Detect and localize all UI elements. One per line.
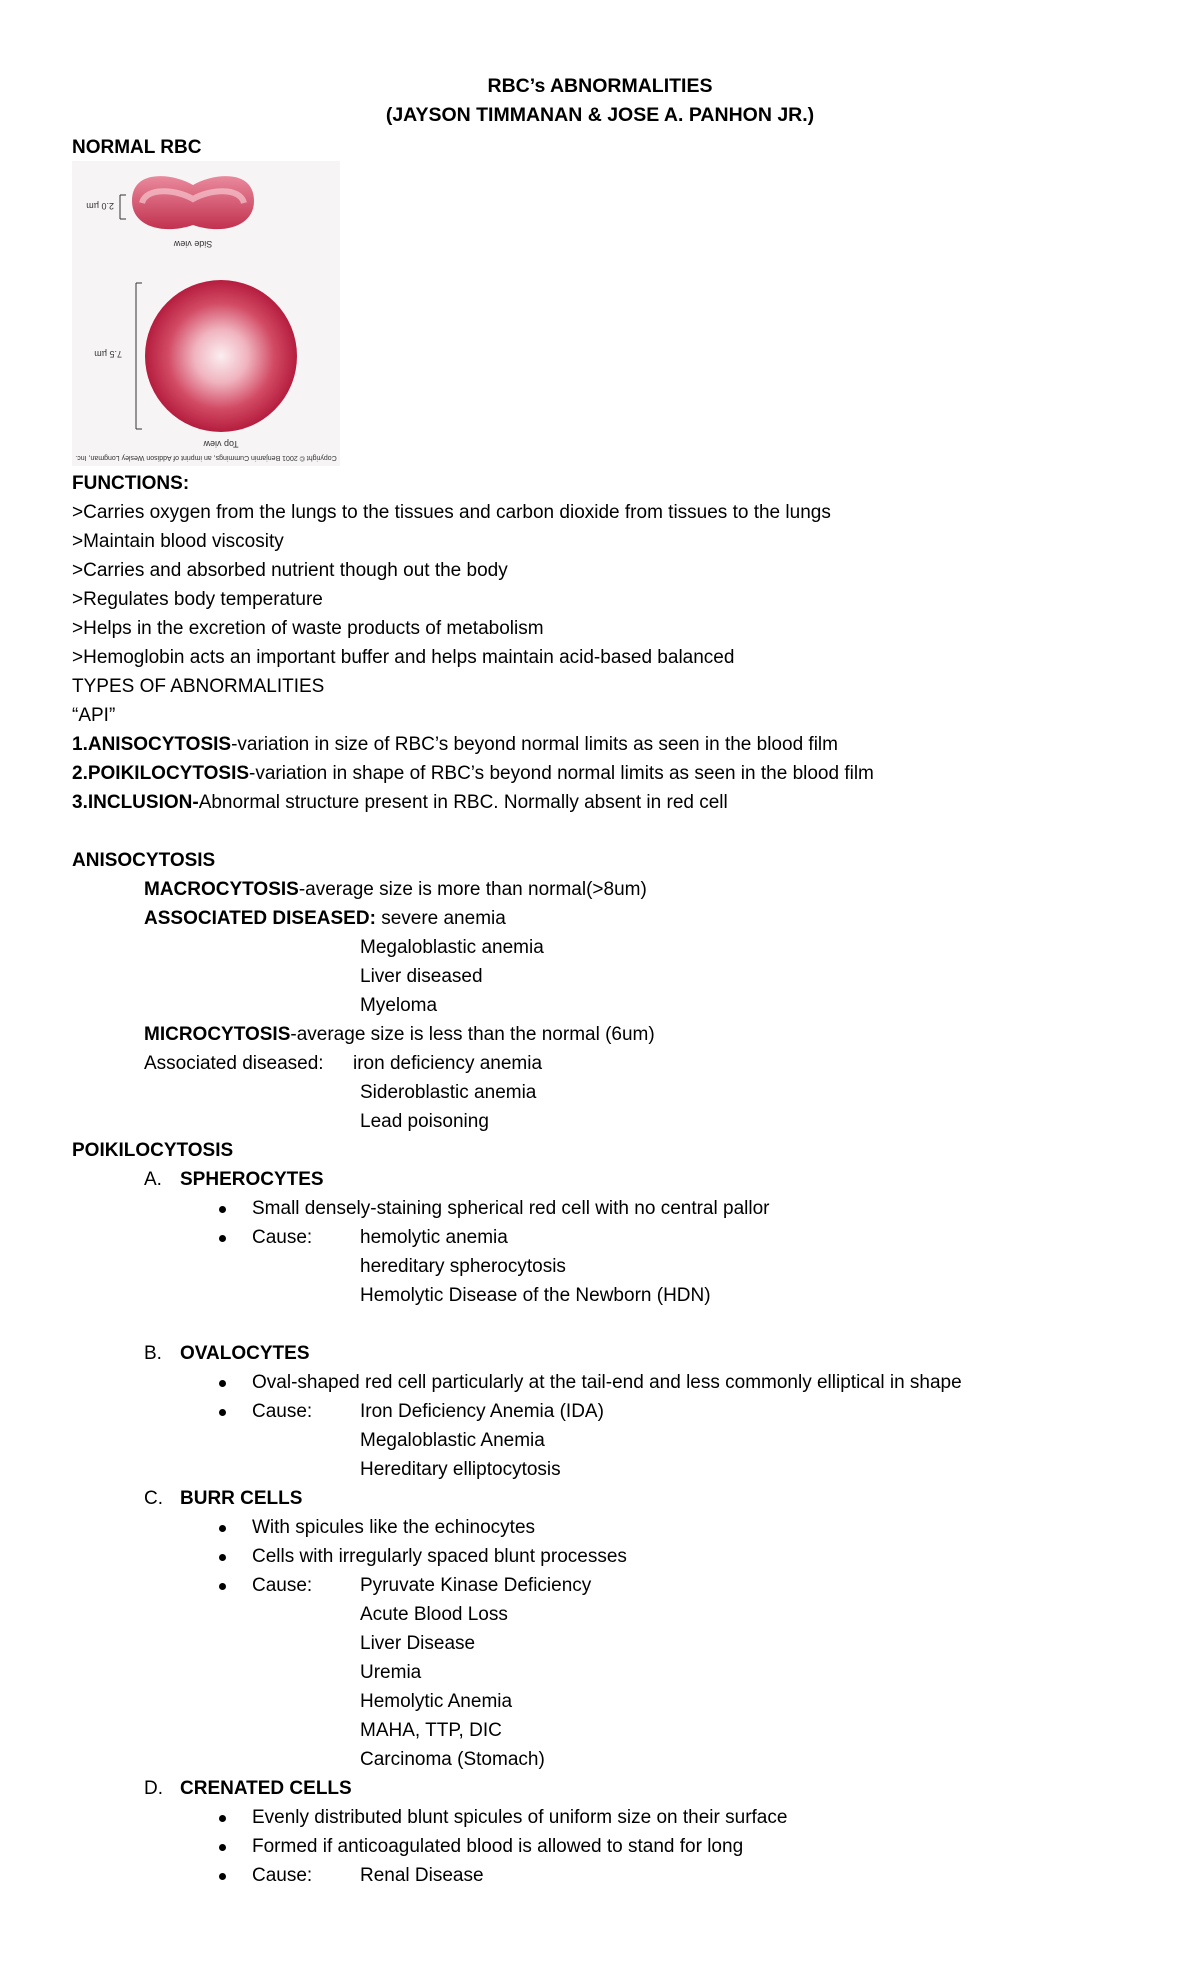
cause-item: Uremia	[360, 1662, 422, 1683]
micro-assoc-label: Associated diseased:	[144, 1053, 324, 1074]
cause-label: Cause:	[252, 1865, 313, 1886]
cause-item: Liver Disease	[360, 1633, 476, 1654]
micro-disease: Sideroblastic anemia	[360, 1082, 537, 1103]
section-letter: D.	[144, 1778, 163, 1799]
macrocytosis-line	[144, 878, 647, 902]
section-bullet: Formed if anticoagulated blood is allowed to stand for long	[252, 1836, 744, 1857]
bullet-icon	[219, 1583, 226, 1590]
types-mnemonic: “API”	[72, 705, 116, 726]
macrocytosis-desc: -average size is more than normal(>8um)	[298, 879, 647, 900]
macrocytosis-term: MACROCYTOSIS	[144, 879, 299, 900]
macro-disease: Myeloma	[360, 995, 438, 1016]
microcytosis-desc: -average size is less than the normal (6um)	[290, 1024, 655, 1045]
cause-item: hemolytic anemia	[360, 1227, 508, 1248]
normal-rbc-figure	[72, 161, 340, 466]
section-bullet: Evenly distributed blunt spicules of uniform size on their surface	[252, 1807, 788, 1828]
top-caption: Top view	[203, 439, 239, 449]
microcytosis-term: MICROCYTOSIS	[144, 1024, 291, 1045]
bullet-icon	[219, 1815, 226, 1822]
type-desc: -variation in size of RBC’s beyond normal limits as seen in the blood film	[231, 734, 838, 755]
document-title: RBC’s ABNORMALITIES	[487, 75, 713, 97]
bullet-icon	[219, 1206, 226, 1213]
side-measure-label: 2.0 µm	[86, 201, 114, 211]
cause-label: Cause:	[252, 1575, 313, 1596]
bullet-icon	[219, 1844, 226, 1851]
bullet-icon	[219, 1380, 226, 1387]
function-item: >Regulates body temperature	[72, 589, 323, 610]
bullet-icon	[219, 1554, 226, 1561]
anisocytosis-heading: ANISOCYTOSIS	[72, 850, 216, 871]
section-spherocytes-title: SPHEROCYTES	[180, 1169, 324, 1190]
section-letter: A.	[144, 1169, 162, 1190]
cause-item: Carcinoma (Stomach)	[360, 1749, 545, 1770]
cause-label: Cause:	[252, 1401, 313, 1422]
bullet-icon	[219, 1409, 226, 1416]
type-item-inclusion	[72, 791, 728, 815]
cause-item: Hereditary elliptocytosis	[360, 1459, 561, 1480]
cause-item: Hemolytic Disease of the Newborn (HDN)	[360, 1285, 711, 1306]
macro-disease: Megaloblastic anemia	[360, 937, 544, 958]
macro-disease: Liver diseased	[360, 966, 483, 987]
function-item: >Carries and absorbed nutrient though out the body	[72, 560, 508, 581]
macro-disease: severe anemia	[381, 908, 506, 929]
top-measure-label: 7.5 µm	[94, 349, 122, 359]
figure-copyright: Copyright © 2001 Benjamin Cummings, an imprint of Addison Wesley Longman, Inc.	[75, 454, 337, 461]
section-crenated-cells-title: CRENATED CELLS	[180, 1778, 352, 1799]
cause-item: MAHA, TTP, DIC	[360, 1720, 502, 1741]
cause-item: hereditary spherocytosis	[360, 1256, 566, 1277]
micro-disease: Lead poisoning	[360, 1111, 489, 1132]
normal-rbc-heading: NORMAL RBC	[72, 137, 202, 158]
rbc-top-shape	[145, 280, 297, 432]
section-letter: C.	[144, 1488, 163, 1509]
rbc-side-shape	[132, 176, 254, 229]
poikilocytosis-heading: POIKILOCYTOSIS	[72, 1140, 234, 1161]
bullet-icon	[219, 1525, 226, 1532]
cause-item: Renal Disease	[360, 1865, 484, 1886]
section-bullet: Cells with irregularly spaced blunt processes	[252, 1546, 627, 1567]
cause-item: Iron Deficiency Anemia (IDA)	[360, 1401, 604, 1422]
cause-item: Megaloblastic Anemia	[360, 1430, 545, 1451]
function-item: >Hemoglobin acts an important buffer and helps maintain acid-based balanced	[72, 647, 735, 668]
type-term: 1.ANISOCYTOSIS	[72, 734, 232, 755]
side-caption: Side view	[173, 239, 213, 249]
functions-heading: FUNCTIONS:	[72, 473, 190, 494]
function-item: >Carries oxygen from the lungs to the tissues and carbon dioxide from tissues to the lungs	[72, 502, 831, 523]
micro-disease: iron deficiency anemia	[353, 1053, 543, 1074]
rbc-side-view	[86, 176, 254, 249]
cause-item: Pyruvate Kinase Deficiency	[360, 1575, 592, 1596]
type-item-anisocytosis	[72, 733, 838, 757]
types-heading: TYPES OF ABNORMALITIES	[72, 676, 325, 697]
section-burr-cells-title: BURR CELLS	[180, 1488, 303, 1509]
rbc-top-view	[75, 280, 336, 462]
type-desc: -variation in shape of RBC’s beyond normal limits as seen in the blood film	[249, 763, 874, 784]
type-term: 3.INCLUSION-	[72, 792, 199, 813]
section-bullet: Small densely-staining spherical red cell with no central pallor	[252, 1198, 770, 1219]
function-item: >Maintain blood viscosity	[72, 531, 284, 552]
bullet-icon	[219, 1873, 226, 1880]
cause-item: Hemolytic Anemia	[360, 1691, 513, 1712]
section-ovalocytes-title: OVALOCYTES	[180, 1343, 310, 1364]
microcytosis-line	[144, 1023, 655, 1047]
type-desc: Abnormal structure present in RBC. Normally absent in red cell	[198, 792, 728, 813]
document-authors: (JAYSON TIMMANAN & JOSE A. PANHON JR.)	[385, 104, 815, 126]
type-term: 2.POIKILOCYTOSIS	[72, 763, 250, 784]
bullet-icon	[219, 1235, 226, 1242]
cause-item: Acute Blood Loss	[360, 1604, 508, 1625]
macro-assoc-label: ASSOCIATED DISEASED:	[144, 908, 376, 929]
function-item: >Helps in the excretion of waste products of metabolism	[72, 618, 544, 639]
section-letter: B.	[144, 1343, 162, 1364]
section-bullet: With spicules like the echinocytes	[252, 1517, 536, 1538]
type-item-poikilocytosis	[72, 762, 874, 786]
cause-label: Cause:	[252, 1227, 313, 1248]
section-bullet: Oval-shaped red cell particularly at the tail-end and less commonly elliptical in shape	[252, 1372, 962, 1393]
rbc-illustration	[72, 161, 340, 466]
macro-assoc-line	[144, 907, 506, 931]
